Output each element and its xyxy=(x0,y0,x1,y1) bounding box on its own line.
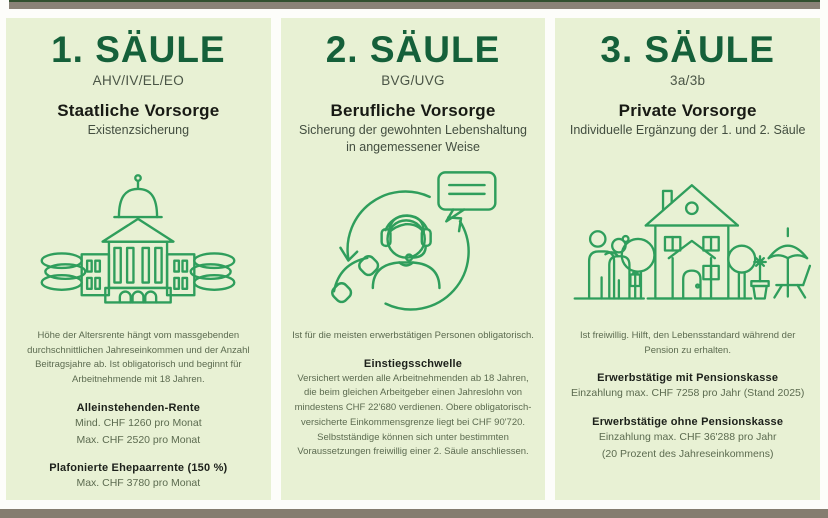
section-line: Einzahlung max. CHF 36'288 pro Jahr xyxy=(598,430,777,443)
section-line: Max. CHF 3780 pro Monat xyxy=(76,477,201,490)
pillar-2-header xyxy=(281,18,546,155)
pillar-1-section-married-pension xyxy=(16,462,261,491)
section-label: Erwerbstätige mit Pensionskasse xyxy=(597,372,779,385)
pillar-1-body xyxy=(6,321,271,492)
pillar-2-section-entry-threshold xyxy=(291,358,536,460)
section-label: Einstiegsschwelle xyxy=(363,357,463,370)
pillar-3-card xyxy=(555,18,820,500)
call-center-agent-with-phone-and-speech-bubble-icon xyxy=(281,155,546,321)
pillar-3-header xyxy=(555,18,820,155)
section-line: Max. CHF 2520 pro Monat xyxy=(76,434,201,447)
pillar-3-body xyxy=(555,321,820,462)
section-line: Einzahlung max. CHF 7258 pro Jahr (Stand 2025) xyxy=(570,387,805,400)
government-building-with-coin-stacks-icon xyxy=(6,155,271,321)
pillar-3-description: Ist freiwillig. Hilft, den Lebensstandard während der Pension zu erhalten. xyxy=(579,330,796,356)
pillar-1-subheading: Existenzsicherung xyxy=(87,122,190,137)
pillar-3-title: 3. SÄULE xyxy=(600,29,775,70)
pillar-2-subheading: Sicherung der gewohnten Lebenshaltung in angemessener Weise xyxy=(299,122,527,154)
section-line: (20 Prozent des Jahreseinkommens) xyxy=(601,447,774,460)
pillar-2-body xyxy=(281,321,546,460)
pillar-1-subtitle: AHV/IV/EL/EO xyxy=(92,72,185,88)
pillar-1-heading: Staatliche Vorsorge xyxy=(57,100,220,120)
section-label: Erwerbstätige ohne Pensionskasse xyxy=(592,415,784,428)
section-label: Plafonierte Ehepaarrente (150 %) xyxy=(49,462,228,475)
three-pillars-infographic xyxy=(6,18,820,500)
pillar-3-subtitle: 3a/3b xyxy=(670,72,706,88)
pillar-1-title: 1. SÄULE xyxy=(51,29,226,70)
pillar-2-card xyxy=(281,18,546,500)
house-retired-couple-garden-parasol-icon xyxy=(555,155,820,321)
pillar-1-header xyxy=(6,18,271,155)
bottom-frame-bar xyxy=(0,509,828,518)
pillar-2-title: 2. SÄULE xyxy=(325,29,501,70)
pillar-3-section-with-pension-fund xyxy=(565,372,810,401)
pillar-1-card xyxy=(6,18,271,500)
pillar-2-description: Ist für die meisten erwerbstätigen Personen obligatorisch. xyxy=(292,330,534,341)
pillar-3-subheading: Individuelle Ergänzung der 1. und 2. Säule xyxy=(569,122,806,137)
top-frame-bar xyxy=(9,0,820,9)
pillar-2-heading: Berufliche Vorsorge xyxy=(330,100,496,120)
section-paragraph: Versichert werden alle Arbeitnehmenden ab 18 Jahren, die beim gleichen Arbeitgeber einen Jahreslohn von mindestens CHF 22'680 verdienen. Obere obligatorisch-versicherte Einkommensgrenze liegt bei CHF 90'720. Selbstständige können sich unter bestimmten Voraussetzungen freiwillig einer 2. Säule anschliessen. xyxy=(294,372,532,458)
pillar-3-heading: Private Vorsorge xyxy=(618,100,757,120)
pillar-3-section-without-pension-fund xyxy=(565,416,810,462)
section-label: Alleinstehenden-Rente xyxy=(76,401,201,414)
pillar-2-subtitle: BVG/UVG xyxy=(381,72,445,88)
section-line: Mind. CHF 1260 pro Monat xyxy=(75,416,202,429)
pillar-1-description: Höhe der Altersrente hängt vom massgebenden durchschnittlichen Jahreseinkommen und der Anzahl Beitragsjahre ab. Ist obligatorisch und beginnt für Arbeitnehmende mit 18 Jahren. xyxy=(27,330,250,386)
pillar-1-section-single-pension xyxy=(16,402,261,448)
